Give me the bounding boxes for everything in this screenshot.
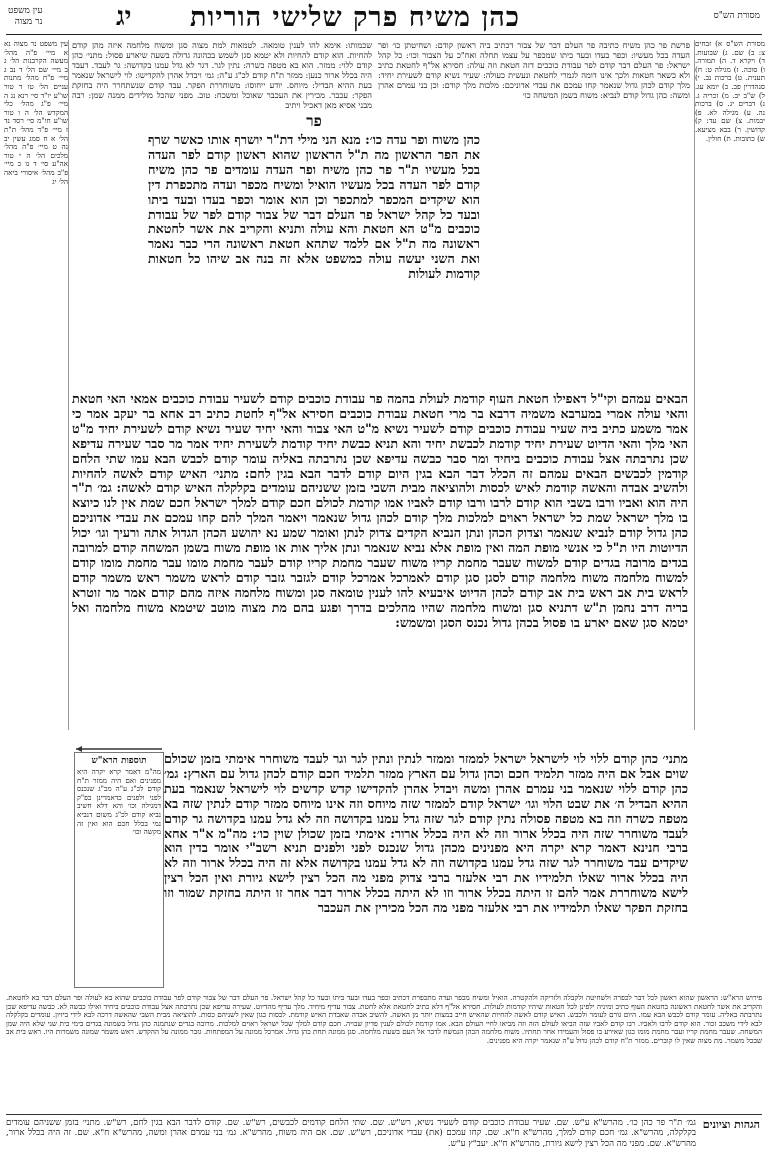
mesorat-hashas-column: מסורת הש"ס א) זבחים צ: ב) שם. ג) שבועות. ד) ויקרא ד. ה) תמורה. ו) סוכה. ז) מגילה ט: ח) תענית. ט) ברכות נב. י) סנהדרין פב. כ) יומא עג. ל) ש"ב יב. מ) זכריה ג. נ) דברים יג. ס) ברכות נה. ע) מגילה לא. פ) יבמות. צ) שם עד: ק) קדושין. ר) בבא מציעא. ש) כתובות. ת) חולין. — [694, 40, 765, 730]
notes-rule — [6, 1114, 762, 1115]
ner-mitzvah-text: נר מצוה — [14, 17, 43, 27]
tosafot-commentary: שכמותו: אימא להו לענין טומאה. לטמאות למת מצוה סגן ומשוח מלחמה איזה מהן קודם להחיות. הוא קודם להחיות ולא יטמא סגן לשמש בכהונה גדולה בשעה שיארע פסול: מתני׳ כהן קודם ללוי: ממזר. הוא בא מטפה כשרה: נתין לגר. דגר לא גדל עמנו בקדושה: גר לעבד. דעבד היה בכלל ארור כנען: ממזר ת"ח קודם לכ"ג ע"ה: גמ׳ ויבדל אהרן להקדישו: לוי לישראל שנאמר בעת ההיא הבדיל: מיוחס. יודע ייחוסו: משוחררת הפקר. עבד קודם שנשתחרר היה בחזקת הפקר: עכבר. מכירין את העכבר שאוכל ומשכח: טוב. מפני שהכל מולידים ממנה שמן: רבה מבני אסיא מאן דאכיל ויתיב — [72, 40, 372, 110]
folio-number: יג — [116, 2, 132, 32]
perush-harosh-commentary: פירוש הרא"ש: הראשון שהוא ראשון לכל דבר לכפרה ולשחיטה ולקבלה ולזריקה ולהקטרה. הואיל ומשיח מכפר ועדה מתכפרת דכתיב וכפר בעדו ובעד ביתו ובעד כל קהל ישראל. פר העלם דבר של צבור קודם לפר עבודת כוכבים שהוא בא לעולה ופר העלם דבר בא לחטאת. והקריב את אשר לחטאת ראשונה בחטאת העוף כתיב ומיניה ילפינן לכל חטאות שיהיו קודמות לעולות. חסירא אל"ף דלא כתיב לחטאת אלא לחטת. צבור עדיף מיחיד. מלך עדיף מהדיוט. שעירה עדיפא שכן נתרבתה אצל עבודת כוכבים ביחיד ואילו כבשה לא. כבשה עדיפא שכן נתרבתה באליה. עומר קודם לכבש הבא עמו. היום גורם לעומר ולכבש. האיש קודם לאשה להחיות שהאיש חייב במצות יותר מן האשה. להשיב אבדה שאבדת האיש קודמת. לכסות כגון שאין לשניהם כסות. להוציאה מבית השבי שהאשה דרכה לבא לידי ביזיון. עומדים בקלקלה לבא לידי משכב זכור. הוא קודם לרבו ולאביו. רבו קודם לאביו שזה הביאו לעולם הזה וזה מביאו לחיי העולם הבא. אמו קודמת לכולם לענין פדיון שבויה. חכם קודם למלך שכל ישראל ראוים למלכות. מרובה בגדים שנתמנה כהן גדול בשמונה בגדים בימי בית שני שלא היה שמן המשחה. שעבר מחמת קריו ועבר מחמת מומו כגון שאירע בו פסול והעמידו אחר תחתיו. משוח מלחמה הכהן הנמשח לדבר אל העם בשעת מלחמה. סגן ממונה תחת כהן גדול. אמרכל ממונה על המפתחות. גזבר ממונה על ההקדש. ראש משמר שמונה משמרות היו. ראש בית אב שבכל משמר. מת מצוה שאין לו קוברים. ממזר ת"ח קודם לכהן גדול ע"ה שנאמר יקרה היא מפנינים. — [6, 994, 762, 1045]
ein-mishpat-column: עין משפט נר מצוה נא א מיי׳ פ"ה מהל׳ מעשה הקרבנות הל׳ ג ב מיי׳ שם הל׳ ד נב ג מיי׳ פ"ח מהל׳ מתנות עניים הל׳ טו ד טור שו"ע יו"ד סי׳ רנא נג ה מיי׳ פ"ג מהל׳ כלי המקדש הל׳ ה ו טור שו"ע חו"מ סי׳ רסד נד ז מיי׳ פ"ד מהל׳ ת"ת הל׳ א ח סמג עשין יב נה ט מיי׳ פ"ה מהל׳ מלכים הל׳ ה י טור אה"ע סי׳ ד נו כ מיי׳ פ"ב מהל׳ איסורי ביאה הל׳ יג — [4, 40, 69, 730]
page-header — [0, 0, 768, 36]
glosses-notes: גמ׳ ת"ר פר כהן כו׳. מהרש"א ע"ש. שם. שעיר עבודת כוכבים קודם לשעיר נשיא, רש"ש. שם. שתי הלחם קודמים לכבשים, רש"ש. שם. קודם לדבר הבא בגין לחם, רש"ש. מתני׳ בזמן ששניהם עומדים בקלקלה, מהרש"א. גמ׳ חכם קודם למלך, מהרש"א ח"א. שם. קחו עמכם (את) עבדי אדוניכם, רש"ש. שם. אם היה משוח, מהרש"א. גמ׳ בני עמרם אהרן ומשה, מהרש"א ח"א. שם. זה היה בכלל ארור, מהרש"א. שם. מפני מה הכל רצין לישא גיורת, מהרש"א ח"א. יעב"ץ ע"ש. — [6, 1118, 696, 1149]
mishnah-gemara-continued: מתני׳ כהן קודם ללוי לוי לישראל ישראל לממזר וממזר לנתין ונתין לגר וגר לעבד משוחרר אימתי בזמן שכולם שוים אבל אם היה ממזר תלמיד חכם וכהן גדול עם הארץ ממזר תלמיד חכם קודם לכהן גדול עם הארץ: גמ׳ כהן קודם ללוי שנאמר בני עמרם אהרן ומשה ויבדל אהרן להקדישו קדש קדשים לוי לישראל שנאמר בעת ההיא הבדיל ה׳ את שבט הלוי וגו׳ ישראל קודם לממזר שזה מיוחס וזה אינו מיוחס ממזר קודם לנתין שזה בא מטפה כשרה וזה בא מטפה פסולה נתין קודם לגר שזה גדל עמנו בקדושה וזה לא גדל עמנו בקדושה גר קודם לעבד משוחרר שזה היה בכלל ארור וזה לא היה בכלל ארור: אימתי בזמן שכולן שוין כו׳: מה"מ א"ר אחא ברבי חנינא דאמר קרא יקרה היא מפנינים מכהן גדול שנכנס לפני ולפנים תניא רשב"י אומר בדין הוא שיקדים עבד משוחרר לגר שזה גדל עמנו בקדושה וזה לא גדל עמנו בקדושה אלא זה היה בכלל ארור וזה לא היה בכלל ארור שאלו תלמידיו את רבי אלעזר ברבי צדוק מפני מה הכל רצין לישא גיורת ואין הכל רצין לישא משוחררת אמר להם זו היתה בכלל ארור וזו לא היתה בכלל ארור דבר אחר זו היתה בחזקת שמור וזו בחזקת הפקר שאלו תלמידיו את רבי אלעזר מפני מה הכל מכירין את העכבר — [164, 752, 688, 916]
tosafot-harosh-title: תוספות הרא"ש — [91, 756, 147, 766]
notes-label: הגהות וציונים — [702, 1118, 760, 1131]
header-rule — [6, 34, 762, 35]
ein-mishpat-label — [8, 6, 42, 28]
mesorat-hashas-label: מסורת הש"ס — [713, 11, 760, 21]
rashi-commentary: פרשת פר כהן משיח כתיבה פר העלם דבר של צבור דכתיב ביה ראשון קודם: ושחיטתן כו׳ ופר העדה בכל מעשיו: וכפר בעדו ובעד ביתו שמכפר על עצמו תחלה ואח"כ על הצבור וכו׳: כל קהל ישראל: פר העלם דבר קודם לפר עבודת כוכבים דזה חטאת וזה עולה: חסירא אל"ף לחטאת כתיב ולא כשאר חטאות ולכך אינו דומה לגמרי לחטאת ונעשית כעולה: שעיר נשיא קודם לשעירת יחיד: מלך קודם לכהן גדול שנאמר קחו עמכם את עבדי אדוניכם: מלכות מלך קודם: וכן בני עמרם אהרן ומשה: כהן גדול קודם לנביא: משוח בשמן המשחה כו׳ — [378, 40, 690, 100]
main-text-opening — [148, 112, 480, 384]
gemara-text: הבאים עמהם וקי"ל דאפילו חטאת העוף קודמת לעולת בהמה פר עבודת כוכבים קודם לשעיר עבודת כוכבים אמאי האי חטאת והאי עולה אמרי במערבא משמיה דרבא בר מרי חטאת עבודת כוכבים חסירא אל"ף לחטת כתיב רב אחא בר יעקב אמר כי אמר משמע כתיב ביה שעיר עבודת כוכבים קודם לשעיר נשיא מ"ט האי צבור והאי יחיד שעיר נשיא קודם לשעירת יחיד מ"ט האי מלך והאי הדיוט שעירת יחיד קודמת לכבשת יחיד והא תניא כבשת יחיד קודמת לשעירת יחיד אמר מר סבר שעירה עדיפא שכן נתרבתה אצל עבודת כוכבים ביחיד ומר סבר כבשה עדיפא שכן נתרבתה באליה עומר קודם לכבש הבא עמו שתי הלחם קודמין לכבשים הבאים עמהם זה הכלל דבר הבא בגין היום קודם לדבר הבא בגין לחם: מתני׳ האיש קודם לאשה להחיות ולהשיב אבדה והאשה קודמת לאיש לכסות ולהוציאה מבית השבי בזמן ששניהם עומדים בקלקלה האיש קודם לאשה: גמ׳ ת"ר היה הוא ואביו ורבו בשבי הוא קודם לרבו ורבו קודם לאביו אמו קודמת לכולם חכם קודם למלך ישראל חכם שמת אין לנו כיוצא בו מלך ישראל שמת כל ישראל ראוים למלכות מלך קודם לכהן גדול שנאמר ויאמר המלך להם קחו עמכם את עבדי אדוניכם כהן גדול קודם לנביא שנאמר וצדוק הכהן ונתן הנביא הקדים צדוק לנתן ואומר שמע נא יהושע הכהן הגדול אתה ורעיך וגו׳ יכול הדיוטות היו ת"ל כי אנשי מופת המה ואין מופת אלא נביא שנאמר ונתן אליך אות או מופת משוח בשמן המשחה קודם למרובה בגדים מרובה בגדים קודם למשוח שעבר מחמת קריו משוח שעבר מחמת קריו קודם לעבר מחמת מומו עבר מחמת מומו קודם למשוח מלחמה משוח מלחמה קודם לסגן סגן קודם לאמרכל אמרכל קודם לגזבר גזבר קודם לראש משמר ראש משמר קודם לראש בית אב ראש בית אב קודם לכהן הדיוט איבעיא להו לענין טומאה סגן ומשוח מלחמה איזה מהם קודם אמר מר זוטרא בריה דרב נחמן ת"ש דתניא סגן ומשוח מלחמה שהיו מהלכים בדרך ופגע בהם מת מצוה מוטב שיטמא משוח מלחמה ואל יטמא סגן שאם יארע בו פסול בכהן גדול נכנס הסגן ומשמש: — [72, 392, 688, 630]
opening-word: פר — [306, 112, 322, 130]
ein-mishpat-text: עין משפט — [8, 6, 43, 16]
tosafot-harosh-box — [74, 752, 164, 988]
tosafot-harosh-text: מה"מ דאמר קרא יקרה היא מפנינים ואם היה ממזר ת"ח קודם לכ"ג ע"ה מכ"ג שנכנס לפני ולפנים כדאמרינן בפ"ק דמגילה וכו׳ והא דלא חשיב נביא קודם לכ"ג משום דנביא נמי בכלל חכם הוא ואין זה מקשה וכו׳ — [77, 767, 161, 837]
opening-paragraph: כהן משוח ופר עדה כו׳: מנא הני מילי דת"ר יושרף אותו כאשר שרף את הפר הראשון מה ת"ל הראשון שהוא ראשון קודם לפר העדה בכל מעשיו ת"ר פר כהן משיח ופר העדה עומדים פר כהן משיח קודם לפר העדה בכל מעשיו הואיל ומשיח מכפר ועדה מתכפרת דין הוא שיקדים המכפר למתכפר וכן הוא אומר וכפר בעדו ובעד ביתו ובעד כל קהל ישראל פר העלם דבר של צבור קודם לפר של עבודת כוכבים מ"ט הא חטאת והא עולה ותניא והקריב את אשר לחטאת ראשונה מה ת"ל אם ללמד שתהא חטאת ראשונה הרי כבר נאמר ואת השני יעשה עולה כמשפט אלא זה בנה אב שיהו כל חטאות קודמות לעולות — [148, 132, 480, 282]
page-title: כהן משיח פרק שלישי הוריות — [190, 2, 520, 33]
